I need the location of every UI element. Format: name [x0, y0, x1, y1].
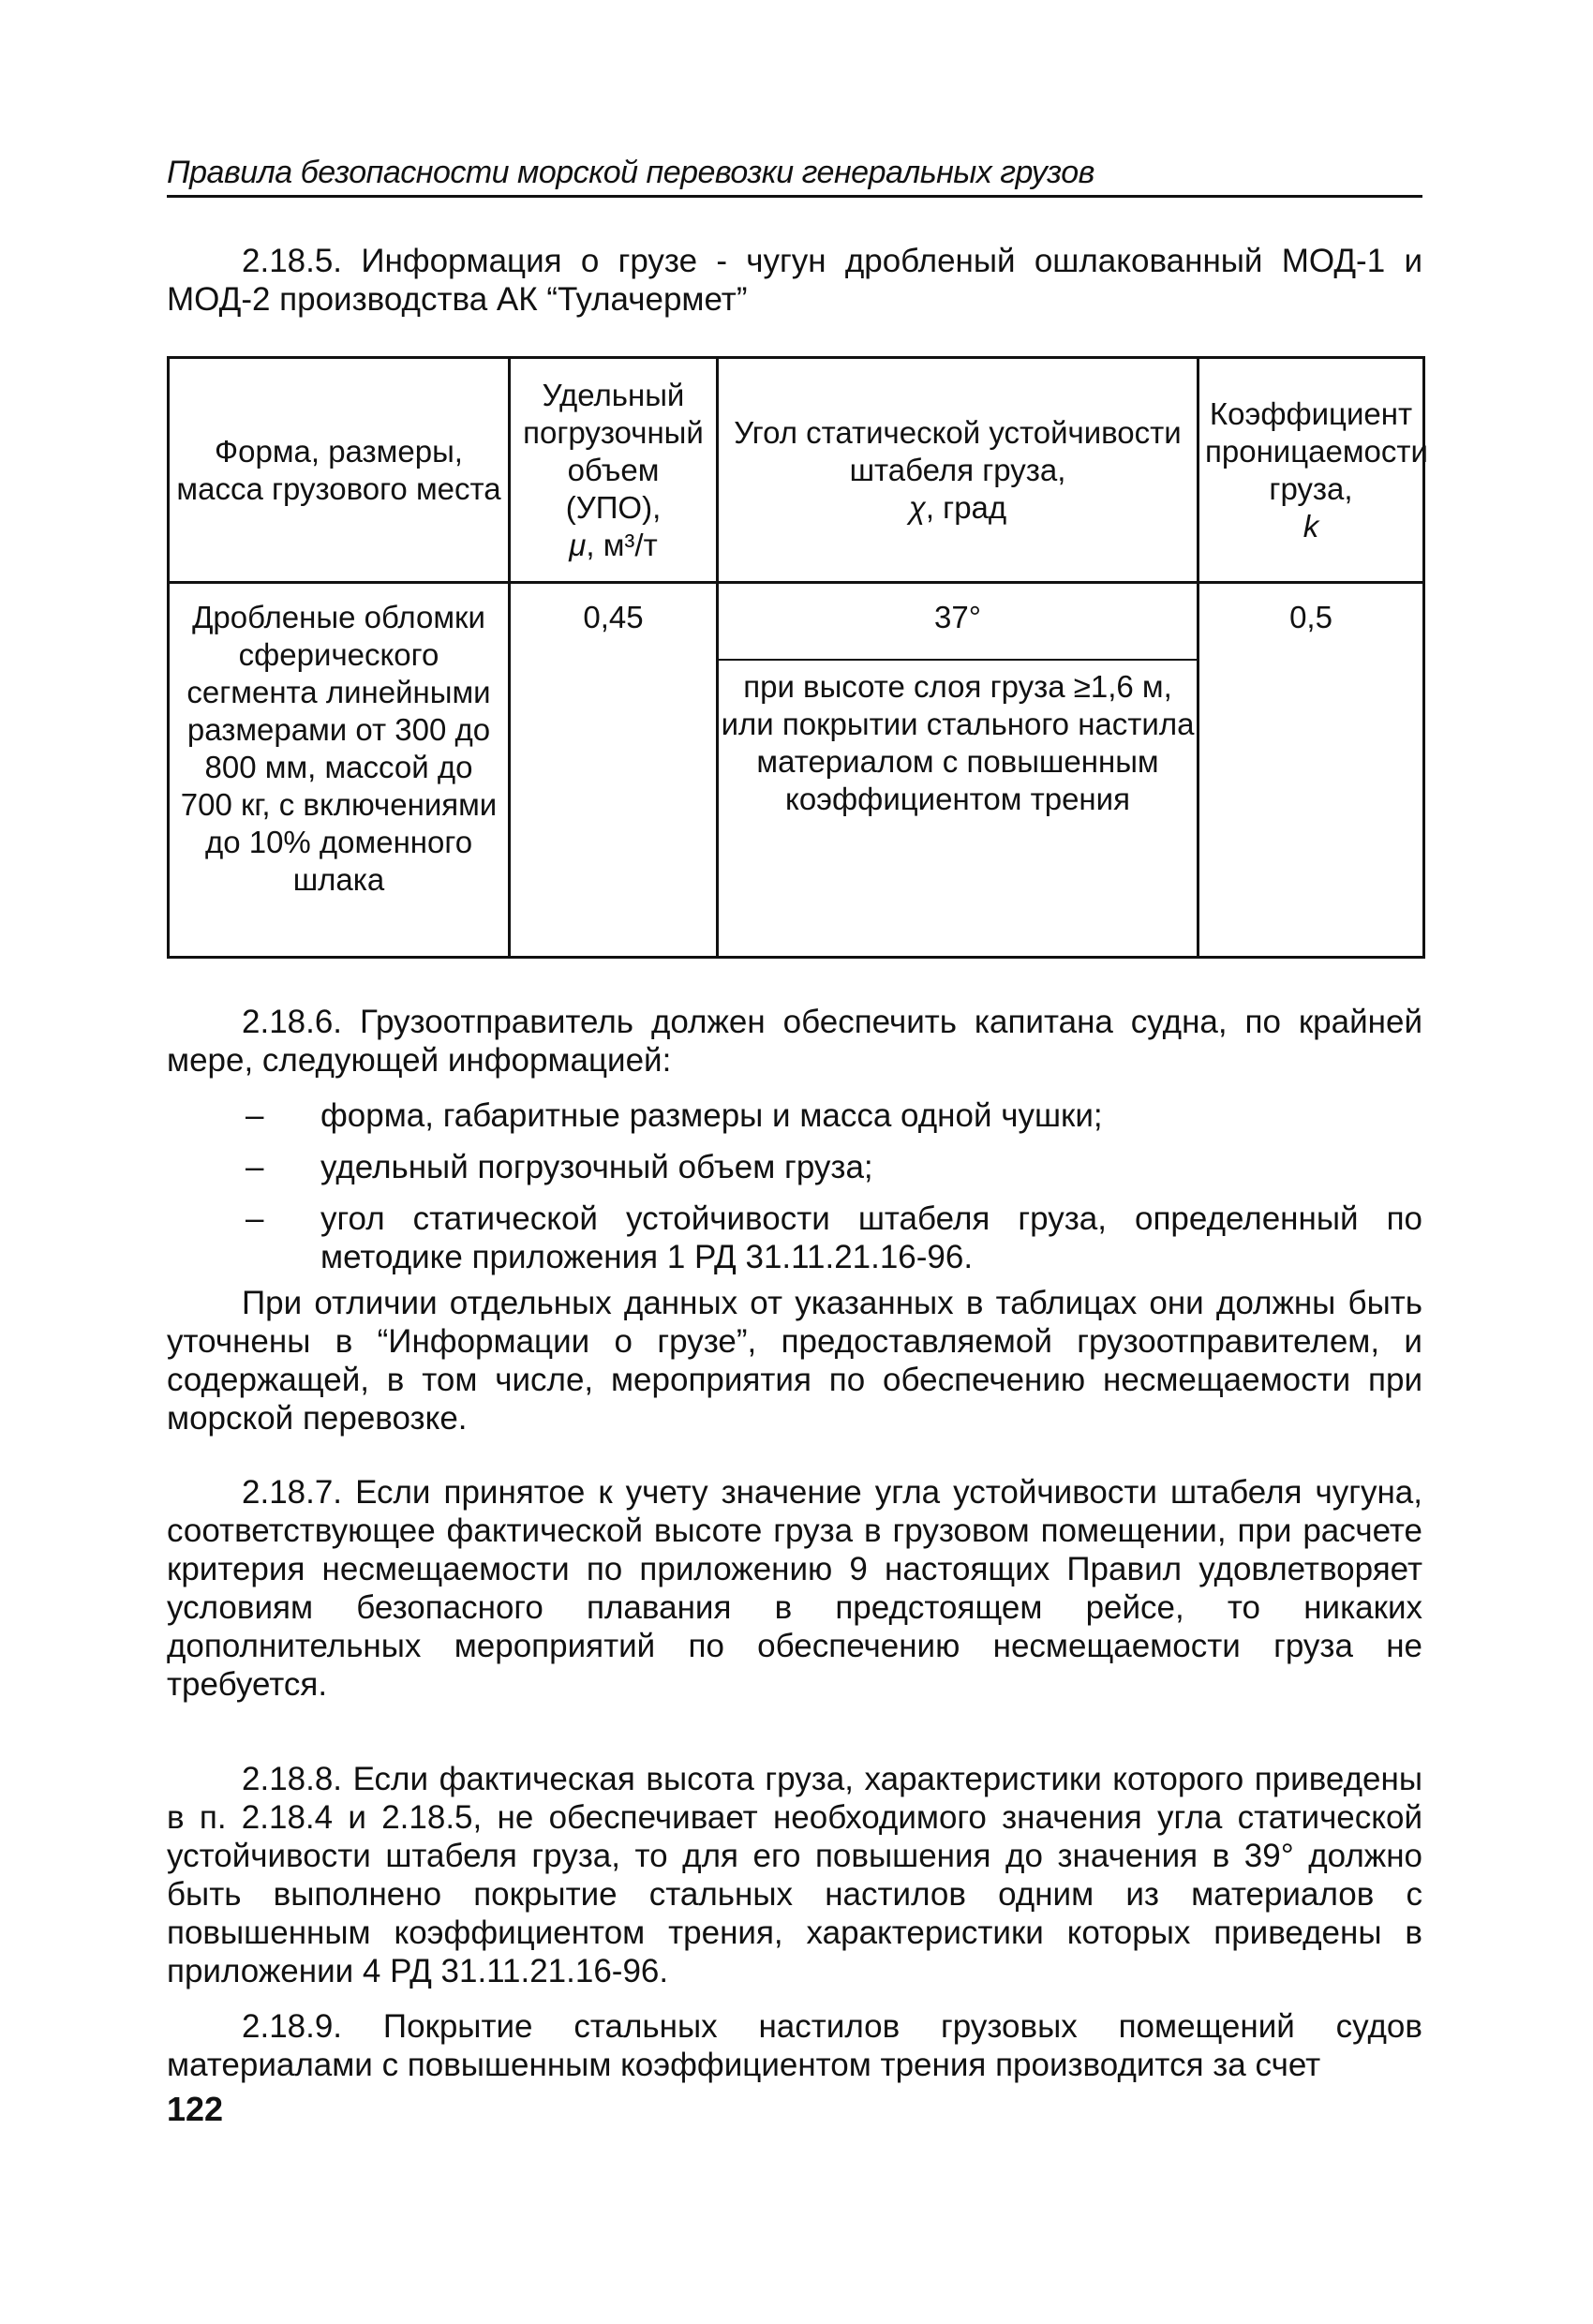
mu-symbol: μ — [569, 527, 587, 562]
paragraph-text: Информация о грузе - чугун дробленый ошлакованный МОД-1 и МОД-2 производства АК “Тулачермет” — [167, 243, 1422, 318]
paragraph-2-18-9 — [167, 2007, 1422, 2084]
section-number: 2.18.8. — [242, 1761, 343, 1797]
section-number: 2.18.6. — [242, 1004, 343, 1040]
list-item: – форма, габаритные размеры и масса одной чушки; — [246, 1097, 1103, 1134]
table-row — [169, 583, 1424, 958]
list-item: – удельный погрузочный объем груза; — [246, 1149, 873, 1185]
header-permeability: Коэффициент проницаемости груза, k — [1198, 358, 1424, 583]
paragraph-2-18-7 — [167, 1473, 1422, 1704]
required-info-list — [167, 1096, 1422, 1289]
angle-condition: при высоте слоя груза ≥1,6 м, или покрытии стального настила материалом с повышенным коэффициентом трения — [719, 659, 1197, 818]
paragraph-2-18-6 — [167, 1003, 1422, 1080]
cell-description: Дробленые обломки сферического сегмента линейными размерами от 300 до 800 мм, массой до 700 кг, с включениями до 10% доменного шлака — [169, 583, 510, 958]
header-upo: Удельный погрузочный объем (УПО), μ, м³/т — [510, 358, 718, 583]
angle-value: 37° — [934, 600, 981, 634]
cell-angle — [718, 583, 1198, 958]
header-shape-size-mass: Форма, размеры, масса грузового места — [169, 358, 510, 583]
paragraph-text: Если принятое к учету значение угла устойчивости штабеля чугуна, соответствующее фактической высоте груза в грузовом помещении, при расчете критерия несмещаемости по приложению 9 настоящих Правил удовлетворяет условиям безопасного плавания в предстоящем рейсе, то никаких дополнительных мероприятий по обеспечению несмещаемости груза не требуется. — [167, 1474, 1422, 1703]
header-stability-angle: Угол статической устойчивости штабеля груза, χ, град — [718, 358, 1198, 583]
paragraph-2-18-5 — [167, 242, 1422, 319]
table-header-row — [169, 358, 1424, 583]
dash-bullet: – — [246, 1149, 264, 1185]
paragraph-note — [167, 1284, 1422, 1438]
paragraph-2-18-8 — [167, 1760, 1422, 1990]
cell-upo: 0,45 — [510, 583, 718, 958]
section-number: 2.18.9. — [242, 2008, 343, 2045]
page-number: 122 — [167, 2090, 224, 2128]
running-title: Правила безопасности морской перевозки генеральных грузов — [167, 155, 1422, 198]
k-symbol: k — [1303, 508, 1319, 544]
paragraph-text: Покрытие стальных настилов грузовых помещений судов материалами с повышенным коэффициентом трения производится за счет — [167, 2008, 1422, 2083]
dash-bullet: – — [246, 1200, 264, 1237]
list-item: – угол статической устойчивости штабеля груза, определенный по методике приложения 1 РД 31.11.21.16-96. — [246, 1200, 1422, 1275]
paragraph-text: При отличии отдельных данных от указанных в таблицах они должны быть уточнены в “Информации о грузе”, предоставляемой грузоотправителем, и содержащей, в том числе, мероприятия по обеспечению несмещаемости при морской перевозке. — [167, 1285, 1422, 1437]
paragraph-text: Грузоотправитель должен обеспечить капитана судна, по крайней мере, следующей информацией: — [167, 1004, 1422, 1079]
chi-symbol: χ — [908, 489, 926, 525]
section-number: 2.18.7. — [242, 1474, 343, 1511]
section-number: 2.18.5. — [242, 243, 343, 279]
paragraph-text: Если фактическая высота груза, характеристики которого приведены в п. 2.18.4 и 2.18.5, не обеспечивает необходимого значения угла статической устойчивости штабеля груза, то для его повышения до значения в 39° должно быть выполнено покрытие стальных настилов одним из материалов с повышенным коэффициентом трения, характеристики которых приведены в приложении 4 РД 31.11.21.16-96. — [167, 1761, 1422, 1989]
cell-permeability: 0,5 — [1198, 583, 1424, 958]
dash-bullet: – — [246, 1097, 264, 1134]
cargo-info-table — [167, 356, 1428, 959]
